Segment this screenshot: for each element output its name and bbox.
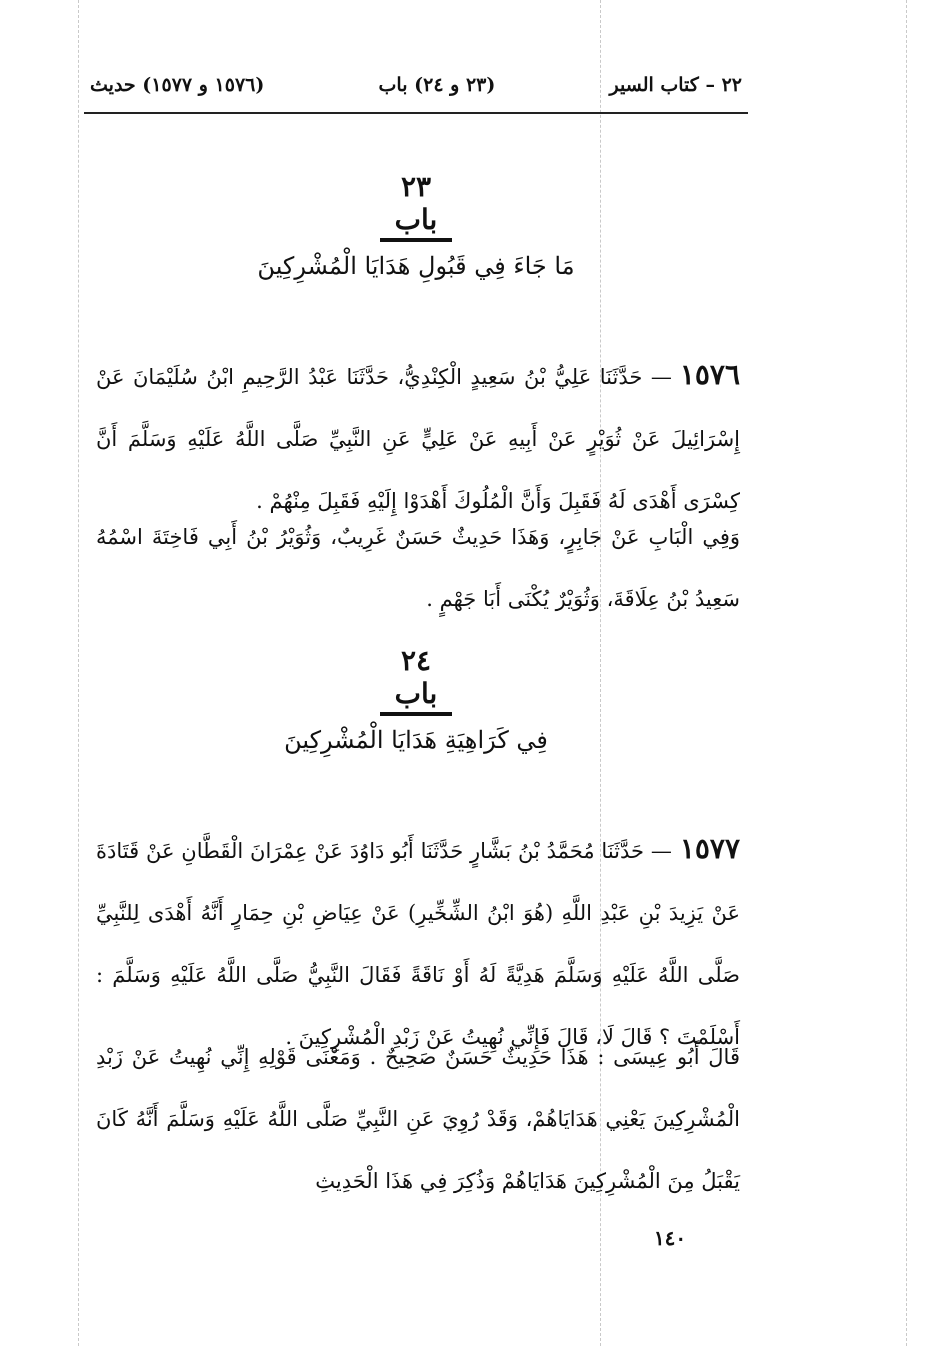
running-header: [90, 70, 742, 100]
hadith-number: ١٥٧٦: [679, 358, 740, 391]
hadith-text: — حَدَّثَنَا مُحَمَّدُ بْنُ بَشَّارٍ حَدَّثَنَا أَبُو دَاوُدَ عَنْ عِمْرَانَ الْقَطَّانِ عَنْ قَتَادَةَ عَنْ يَزِيدَ بْنِ عَبْدِ اللَّهِ (هُوَ ابْنُ الشِّخِّيرِ) عَنْ عِيَاضِ بْنِ حِمَارٍ أَنَّهُ أَهْدَى لِلنَّبِيِّ صَلَّى اللَّهُ عَلَيْهِ وَسَلَّمَ هَدِيَّةً لَهُ أَوْ نَاقَةً فَقَالَ النَّبِيُّ صَلَّى اللَّهُ عَلَيْهِ وَسَلَّمَ : أَسْلَمْتَ ؟ قَالَ لَا، قَالَ فَإِنِّي نُهِيتُ عَنْ زَبْدِ الْمُشْرِكِينَ .: [96, 839, 740, 1049]
header-chapter-ref: (٢٣ و ٢٤) باب: [378, 74, 496, 96]
header-hadith-ref: (١٥٧٦ و ١٥٧٧) حديث: [90, 74, 265, 96]
chapter-23-heading: [84, 170, 748, 282]
bab-label: باب: [394, 677, 438, 710]
commentary-text: قَالَ أَبُو عِيسَى : هَذَا حَدِيثٌ حَسَنٌ صَحِيحٌ . وَمَعْنَى قَوْلِهِ إِنِّي نُهِيتُ عَنْ زَبْدِ الْمُشْرِكِينَ يَعْنِي هَدَايَاهُمْ، وَقَدْ رُوِيَ عَنِ النَّبِيِّ صَلَّى اللَّهُ عَلَيْهِ وَسَلَّمَ أَنَّهُ كَانَ يَقْبَلُ مِنَ الْمُشْرِكِينَ هَدَايَاهُمْ وَذُكِرَ فِي هَذَا الْحَدِيثِ: [96, 1045, 740, 1193]
bab-label: باب: [394, 203, 438, 236]
chapter-24-heading: [84, 644, 748, 756]
hadith-1576: [96, 344, 740, 532]
header-book-title: ٢٢ – كتاب السير: [609, 74, 742, 96]
page-number: ١٤٠: [653, 1226, 687, 1250]
header-rule: [84, 112, 748, 114]
chapter-number: ٢٤: [400, 644, 432, 677]
hadith-1576-commentary: [96, 506, 740, 630]
bab-underline: [380, 238, 452, 242]
scan-guide-line: [78, 0, 79, 1346]
chapter-title: فِي كَرَاهِيَةِ هَدَايَا الْمُشْرِكِينَ: [284, 726, 548, 754]
scan-guide-line: [906, 0, 907, 1346]
hadith-text: — حَدَّثَنَا عَلِيُّ بْنُ سَعِيدٍ الْكِنْدِيُّ، حَدَّثَنَا عَبْدُ الرَّحِيمِ ابْنُ سُلَيْمَانَ عَنْ إِسْرَائِيلَ عَنْ ثُوَيْرٍ عَنْ أَبِيهِ عَنْ عَلِيٍّ عَنِ النَّبِيِّ صَلَّى اللَّهُ عَلَيْهِ وَسَلَّمَ أَنَّ كِسْرَى أَهْدَى لَهُ فَقَبِلَ وَأَنَّ الْمُلُوكَ أَهْدَوْا إِلَيْهِ فَقَبِلَ مِنْهُمْ .: [96, 365, 740, 513]
hadith-number: ١٥٧٧: [679, 832, 740, 865]
hadith-1577-commentary: [96, 1026, 740, 1212]
chapter-title: مَا جَاءَ فِي قَبُولِ هَدَايَا الْمُشْرِكِينَ: [257, 252, 575, 280]
commentary-text: وَفِي الْبَابِ عَنْ جَابِرٍ، وَهَذَا حَدِيثٌ حَسَنٌ غَرِيبٌ، وَثُوَيْرُ بْنُ أَبِي فَاخِتَةَ اسْمُهُ سَعِيدُ بْنُ عِلَاقَةَ، وَثُوَيْرٌ يُكْنَى أَبَا جَهْمٍ .: [96, 525, 740, 611]
bab-underline: [380, 712, 452, 716]
chapter-number: ٢٣: [400, 170, 432, 203]
